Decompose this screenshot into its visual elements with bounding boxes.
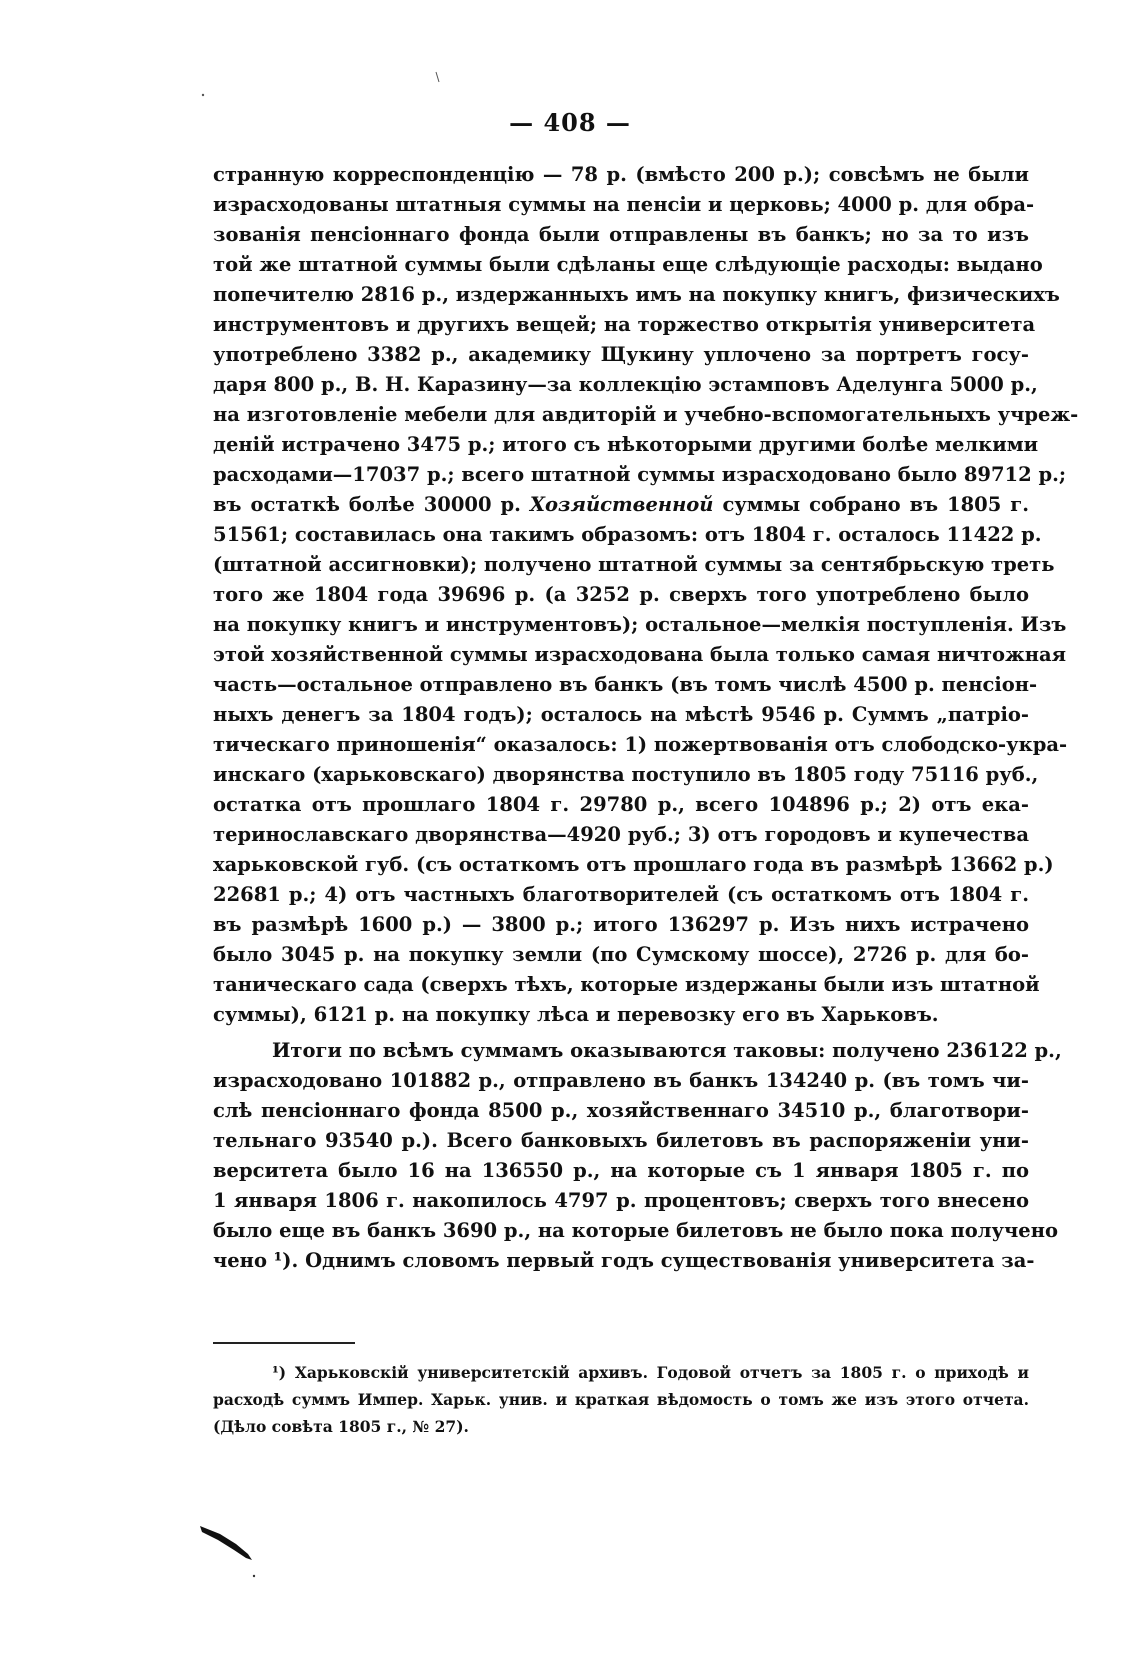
text-line: расходами—17037 р.; всего штатной суммы израсходовано было 89712 р.; xyxy=(213,463,1067,486)
text-line: чено ¹). Однимъ словомъ первый годъ существованія университета за- xyxy=(213,1249,1035,1272)
footnote-line: расходѣ суммъ Импер. Харьк. унив. и краткая вѣдомость о томъ же изъ этого отчета. xyxy=(213,1390,1029,1409)
text-line: этой хозяйственной суммы израсходована была только самая ничтожная xyxy=(213,643,1067,666)
text-line: верситета было 16 на 136550 р., на которые съ 1 января 1805 г. по xyxy=(213,1159,1029,1182)
text-line: Итоги по всѣмъ суммамъ оказываются таковы: получено 236122 р., xyxy=(272,1039,1062,1062)
text-line: на изготовленіе мебели для авдиторій и учебно-вспомогательныхъ учреж- xyxy=(213,403,1079,426)
text-line: странную корреспонденцію — 78 р. (вмѣсто 200 р.); совсѣмъ не были xyxy=(213,163,1029,186)
text-line: инскаго (харьковскаго) дворянства поступило въ 1805 году 75116 руб., xyxy=(213,763,1039,786)
text-line: 1 января 1806 г. накопилось 4797 р. процентовъ; сверхъ того внесено xyxy=(213,1189,1029,1212)
text-line: таническаго сада (сверхъ тѣхъ, которые издержаны были изъ штатной xyxy=(213,973,1040,996)
footnote-divider xyxy=(213,1342,355,1344)
footnote-line: ¹) Харьковскій университетскій архивъ. Годовой отчетъ за 1805 г. о приходѣ и xyxy=(272,1363,1029,1382)
text-line: (штатной ассигновки); получено штатной суммы за сентябрьскую треть xyxy=(213,553,1055,576)
scan-speck-mark xyxy=(434,70,442,84)
text-line: было еще въ банкъ 3690 р., на которые билетовъ не было пока получено xyxy=(213,1219,1058,1242)
scan-speck-mark xyxy=(200,92,206,98)
text-line: даря 800 р., В. Н. Каразину—за коллекцію эстамповъ Аделунга 5000 р., xyxy=(213,373,1038,396)
text-line: въ размѣрѣ 1600 р.) — 3800 р.; итого 136297 р. Изъ нихъ истрачено xyxy=(213,913,1029,936)
text-line: ныхъ денегъ за 1804 годъ); осталось на мѣстѣ 9546 р. Суммъ „патріо- xyxy=(213,703,1029,726)
footnote-line: (Дѣло совѣта 1805 г., № 27). xyxy=(213,1417,469,1436)
text-line: остатка отъ прошлаго 1804 г. 29780 р., всего 104896 р.; 2) отъ ека- xyxy=(213,793,1029,816)
text-line: тельнаго 93540 р.). Всего банковыхъ билетовъ въ распоряженіи уни- xyxy=(213,1129,1029,1152)
text-line: было 3045 р. на покупку земли (по Сумскому шоссе), 2726 р. для бо- xyxy=(213,943,1029,966)
text-line: зованія пенсіоннаго фонда были отправлены въ банкъ; но за то изъ xyxy=(213,223,1029,246)
text-line: попечителю 2816 р., издержанныхъ имъ на покупку книгъ, физическихъ xyxy=(213,283,1060,306)
text-line: суммы), 6121 р. на покупку лѣса и перевозку его въ Харьковъ. xyxy=(213,1003,939,1026)
text-line: часть—остальное отправлено въ банкъ (въ томъ числѣ 4500 р. пенсіон- xyxy=(213,673,1038,696)
text-run: суммы собрано въ 1805 г. xyxy=(713,493,1029,516)
text-line: на покупку книгъ и инструментовъ); остальное—мелкія поступленія. Изъ xyxy=(213,613,1067,636)
text-line: 22681 р.; 4) отъ частныхъ благотворителей (съ остаткомъ отъ 1804 г. xyxy=(213,883,1029,906)
text-line: харьковской губ. (съ остаткомъ отъ прошлаго года въ размѣрѣ 13662 р.) xyxy=(213,853,1054,876)
text-line: деній истрачено 3475 р.; итого съ нѣкоторыми другими болѣе мелкими xyxy=(213,433,1039,456)
text-line: тическаго приношенія“ оказалось: 1) пожертвованія отъ слободско-укра- xyxy=(213,733,1068,756)
text-run: въ остаткѣ болѣе 30000 р. xyxy=(213,493,530,516)
emphasized-word: Хозяйственной xyxy=(529,493,714,516)
text-line: слѣ пенсіоннаго фонда 8500 р., хозяйственнаго 34510 р., благотвори- xyxy=(213,1099,1029,1122)
page-number: — 408 — xyxy=(509,108,631,137)
text-line: теринославскаго дворянства—4920 руб.; 3) отъ городовъ и купечества xyxy=(213,823,1029,846)
text-line: того же 1804 года 39696 р. (а 3252 р. сверхъ того употреблено было xyxy=(213,583,1029,606)
ink-smudge-mark xyxy=(196,1520,266,1590)
text-line: употреблено 3382 р., академику Щукину уплочено за портретъ госу- xyxy=(213,343,1029,366)
text-line: 51561; составилась она такимъ образомъ: отъ 1804 г. осталось 11422 р. xyxy=(213,523,1042,546)
text-line: инструментовъ и другихъ вещей; на торжество открытія университета xyxy=(213,313,1036,336)
text-line: израсходованы штатныя суммы на пенсіи и церковь; 4000 р. для обра- xyxy=(213,193,1035,216)
text-line: израсходовано 101882 р., отправлено въ банкъ 134240 р. (въ томъ чи- xyxy=(213,1069,1029,1092)
text-line: той же штатной суммы были сдѣланы еще слѣдующіе расходы: выдано xyxy=(213,253,1043,276)
text-line xyxy=(213,490,1029,520)
